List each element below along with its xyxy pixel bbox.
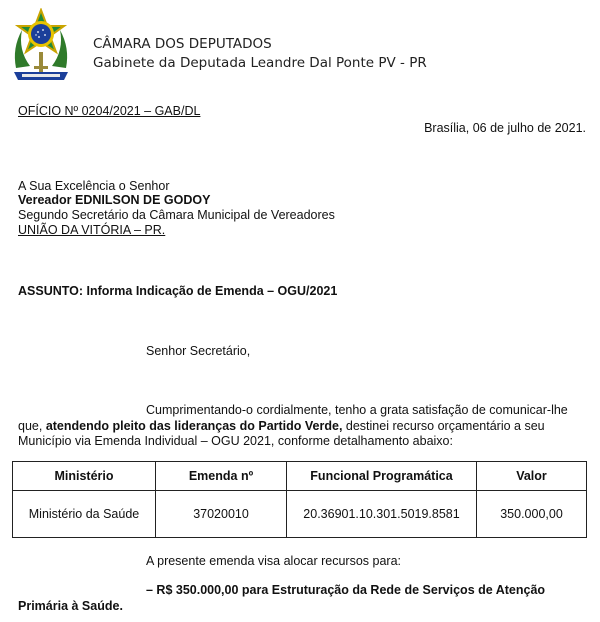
document-reference: OFÍCIO Nº 0204/2021 – GAB/DL bbox=[18, 104, 201, 118]
institution-name: CÂMARA DOS DEPUTADOS bbox=[93, 36, 272, 52]
body-line-3: Município via Emenda Individual – OGU 2021, conforme detalhamento abaixo: bbox=[18, 434, 453, 448]
recipient-position: Segundo Secretário da Câmara Municipal de Vereadores bbox=[18, 208, 335, 222]
subject: ASSUNTO: Informa Indicação de Emenda – OGU/2021 bbox=[18, 284, 338, 298]
cell-amendment-number: 37020010 bbox=[156, 491, 287, 538]
body-line-2: que, atendendo pleito das lideranças do Partido Verde, destinei recurso orçamentário a seu bbox=[18, 419, 545, 433]
closing-item-line-1: – R$ 350.000,00 para Estruturação da Rede de Serviços de Atenção bbox=[146, 583, 546, 597]
amendment-table bbox=[12, 461, 587, 538]
greeting: Senhor Secretário, bbox=[146, 344, 251, 358]
cell-value: 350.000,00 bbox=[477, 491, 587, 538]
closing-item-line-2: Primária à Saúde. bbox=[18, 599, 123, 613]
body-line-1: Cumprimentando-o cordialmente, tenho a grata satisfação de comunicar-lhe bbox=[146, 403, 568, 417]
closing-intro: A presente emenda visa alocar recursos para: bbox=[146, 554, 401, 568]
recipient-salutation: A Sua Excelência o Senhor bbox=[18, 179, 170, 193]
column-header: Funcional Programática bbox=[287, 462, 477, 491]
column-header: Emenda nº bbox=[156, 462, 287, 491]
recipient-city: UNIÃO DA VITÓRIA – PR. bbox=[18, 223, 166, 237]
office-name: Gabinete da Deputada Leandre Dal Ponte PV - PR bbox=[93, 55, 427, 71]
column-header: Valor bbox=[477, 462, 587, 491]
cell-programmatic-code: 20.36901.10.301.5019.8581 bbox=[287, 491, 477, 538]
table-row bbox=[13, 491, 587, 538]
cell-ministry: Ministério da Saúde bbox=[13, 491, 156, 538]
recipient-name: Vereador EDNILSON DE GODOY bbox=[18, 193, 211, 207]
column-header: Ministério bbox=[13, 462, 156, 491]
brazil-coat-of-arms-icon bbox=[8, 8, 74, 86]
place-date: Brasília, 06 de julho de 2021. bbox=[424, 121, 586, 135]
table-header-row bbox=[13, 462, 587, 491]
